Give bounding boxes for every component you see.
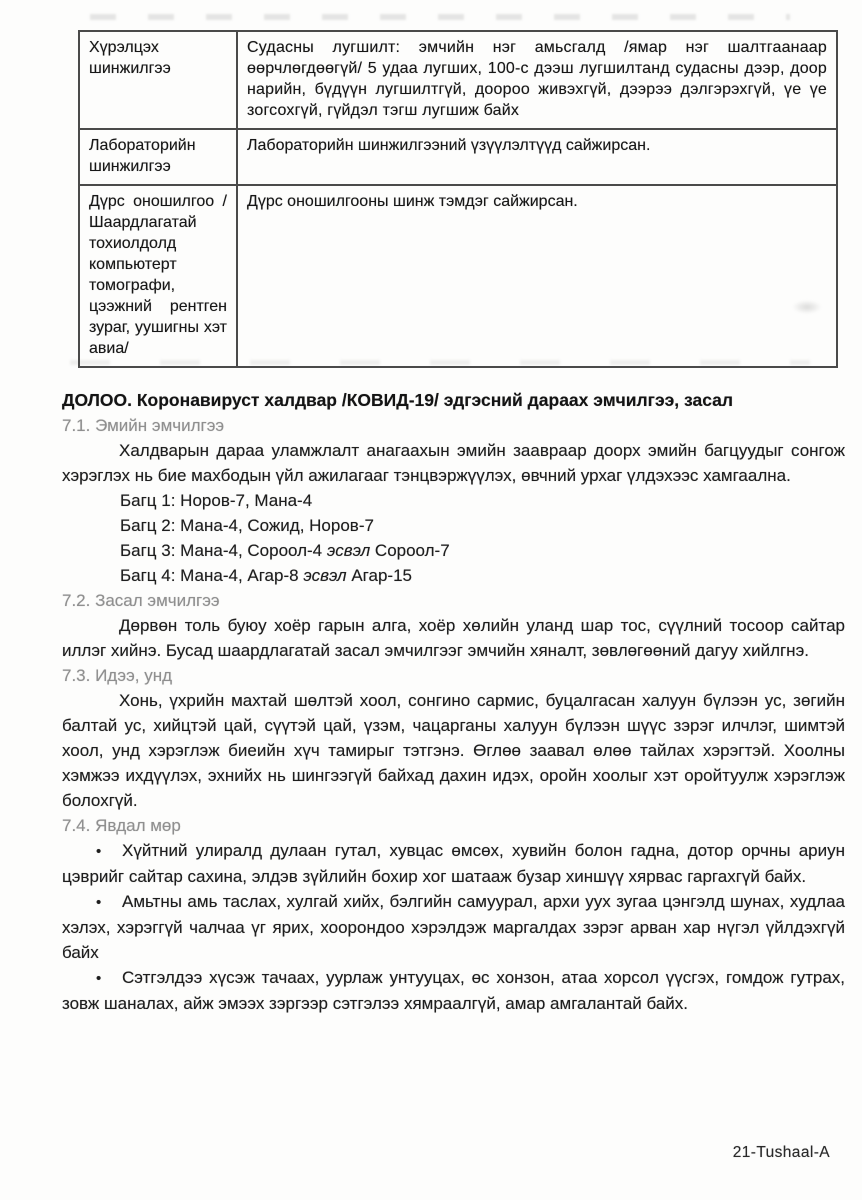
subsection-title-7-2: 7.2. Засал эмчилгээ (62, 591, 220, 610)
pack-text: Багц 4: Мана-4, Агар-8 (120, 566, 304, 585)
list-item (120, 513, 845, 538)
subsection-title-7-1: 7.1. Эмийн эмчилгээ (62, 416, 225, 435)
paragraph-7-2: Дөрвөн толь буюу хоёр гарын алга, хоёр хөлийн уланд шар тос, сүүлний тосоор сайтар иллэг хийнэ. Бусад шаардлагатай засал эмчилгээг эмчийн хяналт, зөвлөгөөний дагуу хийлгнэ. (62, 616, 845, 660)
list-item (120, 563, 845, 588)
criteria-table (78, 30, 838, 368)
table-row (79, 185, 837, 367)
pack-text: Сороол-7 (370, 541, 450, 560)
list-item (62, 889, 845, 965)
subsection-title-7-4: 7.4. Явдал мөр (62, 816, 181, 835)
list-item (62, 965, 845, 1016)
medicine-pack-list (120, 488, 845, 588)
table-cell-value: Дүрс оношилгооны шинж тэмдэг сайжирсан. (237, 185, 837, 367)
bullet-icon: • (96, 970, 102, 987)
table-cell-label: Лабораторийн шинжилгээ (79, 129, 237, 185)
list-item (62, 838, 845, 889)
table-row (79, 129, 837, 185)
table-cell-value: Лабораторийн шинжилгээний үзүүлэлтүүд сайжирсан. (237, 129, 837, 185)
subsection-title-7-3: 7.3. Идээ, унд (62, 666, 173, 685)
pack-text: Багц 2: Мана-4, Сожид, Норов-7 (120, 516, 374, 535)
pack-text: Багц 1: Норов-7, Мана-4 (120, 491, 313, 510)
table-cell-label: Дүрс оношилгоо /Шаардлагатай тохиолдолд компьютерт томографи, цээжний рентген зураг, уушигны хэт авиа/ (79, 185, 237, 367)
list-item (120, 538, 845, 563)
pack-text-italic: эсвэл (303, 566, 347, 585)
pack-text: Багц 3: Мана-4, Сороол-4 (120, 541, 327, 560)
pack-text: Агар-15 (346, 566, 412, 585)
paragraph-7-3: Хонь, үхрийн махтай шөлтэй хоол, сонгино сармис, буцалгасан халуун бүлээн ус, зөгийн балтай ус, хийцтэй цай, сүүтэй цай, үзэм, чацарганы халуун бүлээн шүүс зэрэг илчлэг, шимтэй хоол, унд хэрэглэж биеийн хүч тамирыг тэтгэнэ. Өглөө заавал өлөө тайлах хэрэгтэй. Хоолны хэмжээ ихдүүлэх, эхнийх нь шингээгүй байхад дахин идэх, оройн хоолыг хэт оройтуулж хэрэглэж болохгүй. (62, 691, 845, 810)
bullet-text: Хүйтний улиралд дулаан гутал, хувцас өмсөх, хувийн болон гадна, дотор орчны ариун цэврийг сайтар сахина, элдэв зүйлийн бохир хог шатааж бузар хиншүү хярвас гаргахгүй байх. (62, 841, 845, 886)
bullet-icon: • (96, 894, 102, 911)
page-footer-label: 21-Tushaal-A (732, 1144, 830, 1161)
pack-text-italic: эсвэл (326, 541, 371, 560)
bullet-icon: • (96, 843, 102, 860)
table-row (79, 31, 837, 129)
table-cell-value: Судасны лугшилт: эмчийн нэг амьсгалд /ямар нэг шалтгаанаар өөрчлөгдөөгүй/ 5 удаа лугших, 100-с дээш лугшилтанд судасны дээр, доор нарийн, бүдүүн лугшилтгүй, доороо живэхгүй, дээрээ дэлгэрэхгүй, үе үе зогсохгүй, гүйдэл тэгш лугшиж байх (237, 31, 837, 129)
list-item (120, 488, 845, 513)
table-cell-label: Хүрэлцэх шинжилгээ (79, 31, 237, 129)
section-heading: ДОЛОО. Коронавируст халдвар /КОВИД-19/ эдгэсний дараах эмчилгээ, засал (62, 390, 734, 410)
bullet-text: Сэтгэлдээ хүсэж тачаах, уурлаж унтууцах, өс хонзон, атаа хорсол үүсгэх, гомдож гутрах, зовж шаналах, айж эмээх зэргээр сэтгэлээ хямраалгүй, амар амгалантай байх. (62, 968, 845, 1013)
paragraph-7-1: Халдварын дараа уламжлалт анагаахын эмийн заавраар доорх эмийн багцуудыг сонгож хэрэглэх нь бие махбодын үйл ажилагааг тэнцвэржүүлэх, өвчний урхаг үлдэхээс хамгаална. (62, 441, 845, 485)
bullet-text: Амьтны амь таслах, хулгай хийх, бэлгийн самуурал, архи уух зугаа цэнгэлд шунах, худлаа хэлэх, хэрэггүй чалчаа үг ярих, хоорондоо хэрэлдэж маргалдах зэрэг арван хар нүгэл үйлдэхгүй байх (62, 892, 845, 962)
